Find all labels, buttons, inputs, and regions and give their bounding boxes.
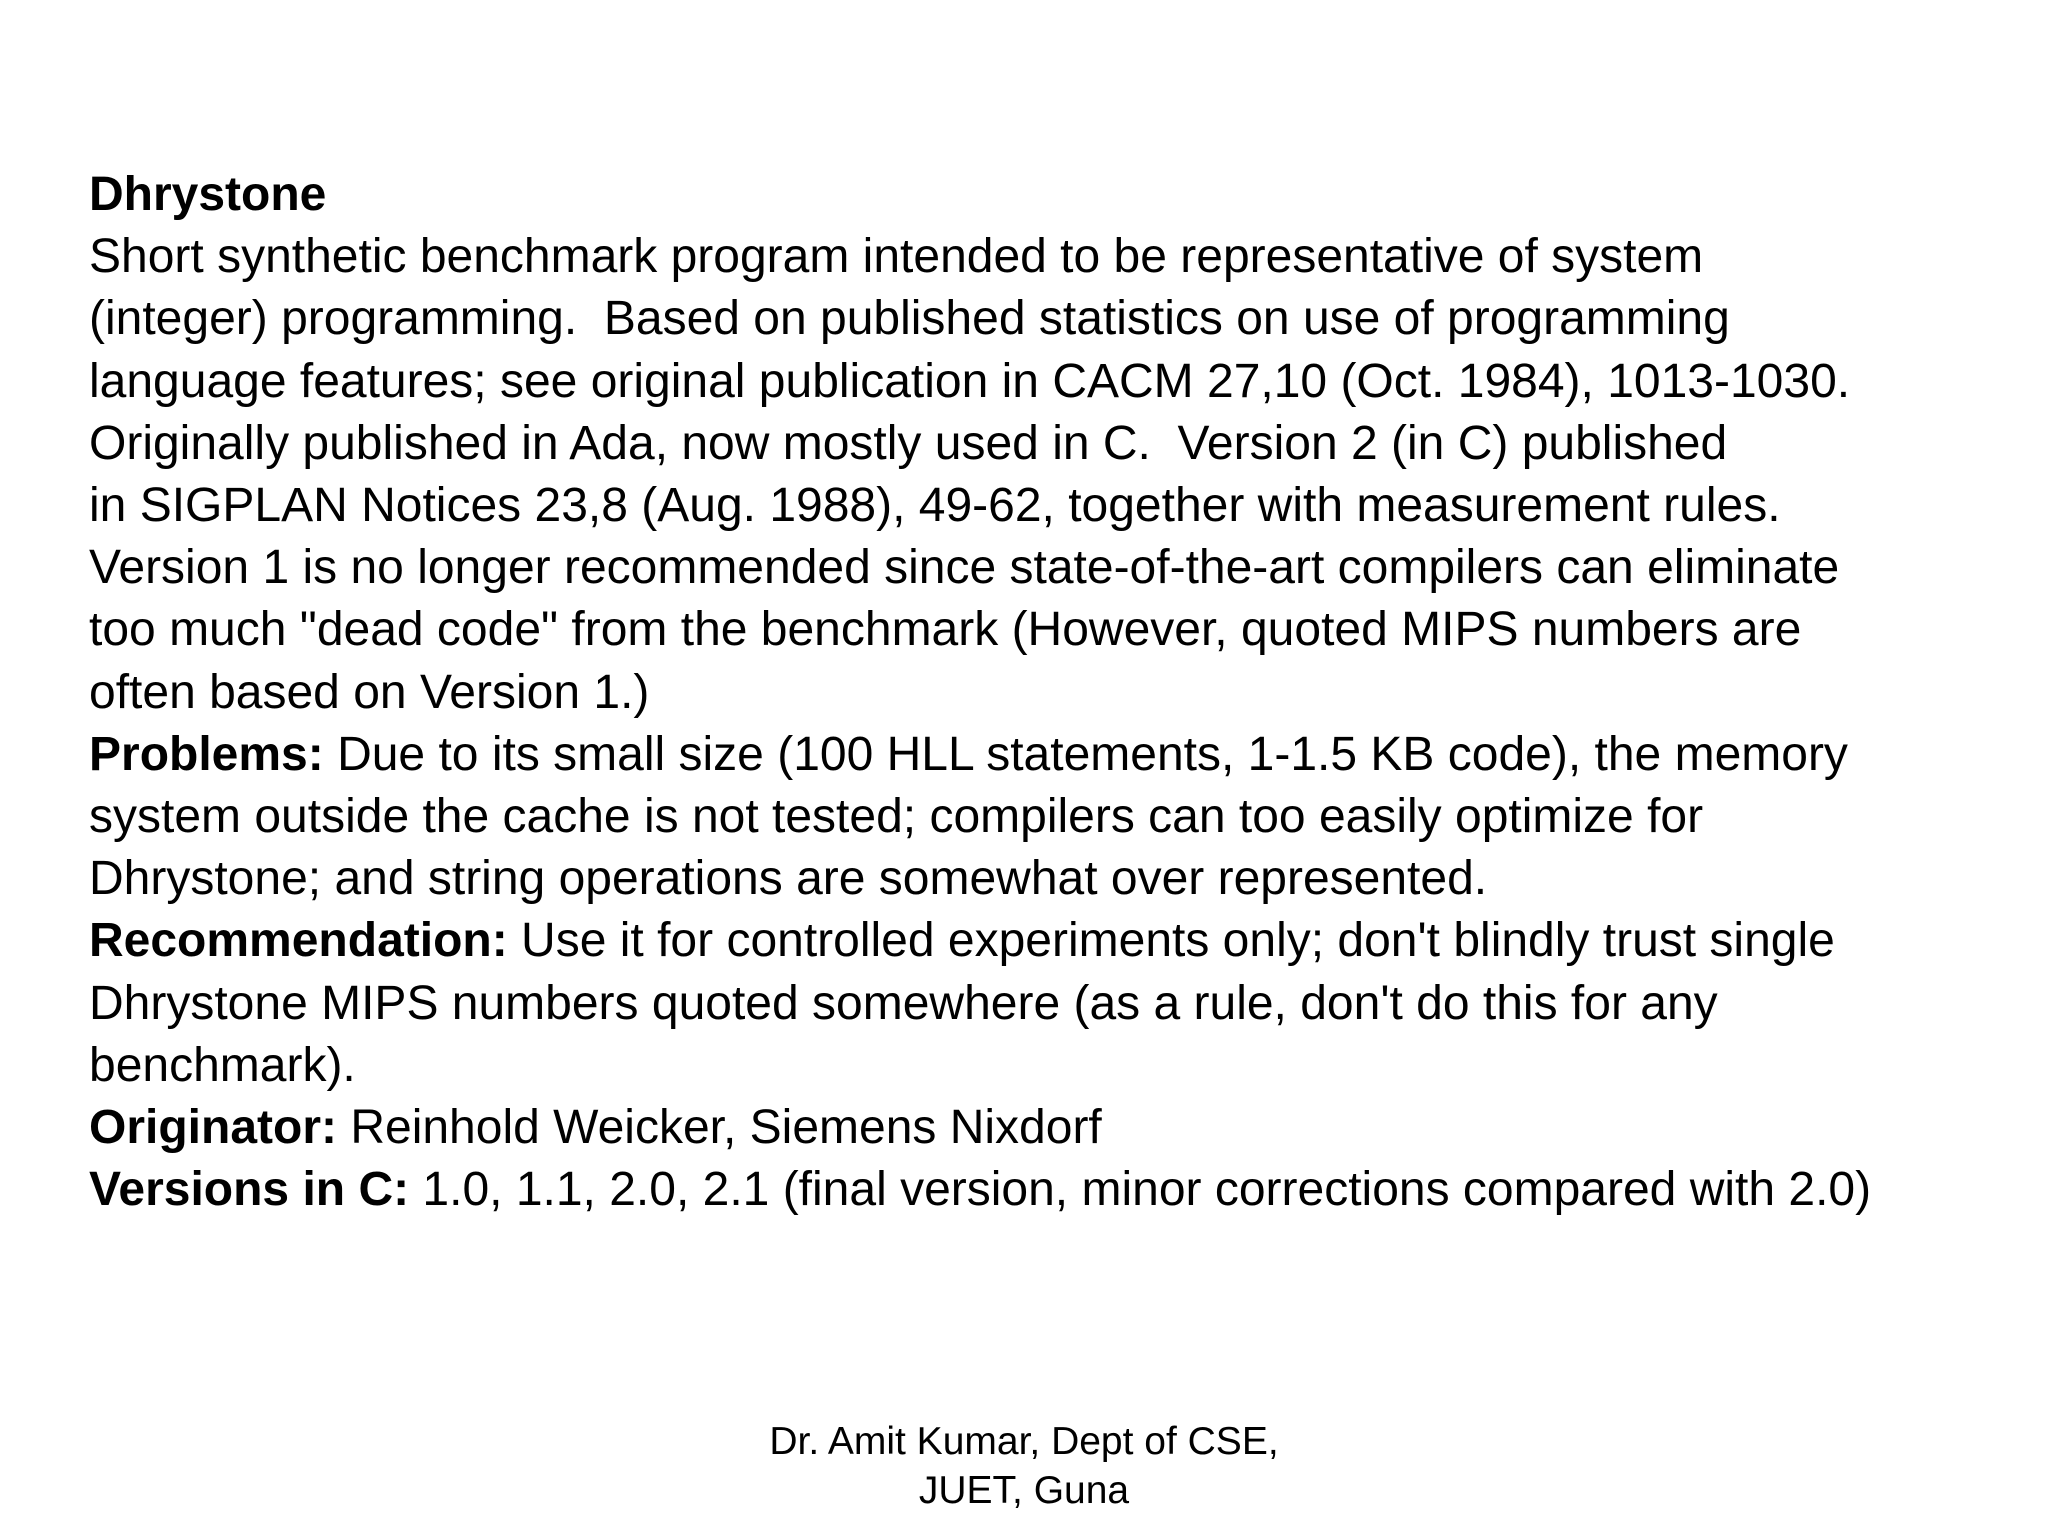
description-line: Version 1 is no longer recommended since state-of-the-art compilers can eliminate: [89, 541, 1840, 595]
description-line: too much "dead code" from the benchmark (However, quoted MIPS numbers are: [89, 603, 1802, 657]
slide-title: Dhrystone: [89, 168, 327, 221]
versions-value: 1.0, 1.1, 2.0, 2.1 (final version, minor corrections compared with 2.0): [409, 1163, 1872, 1217]
description-line: often based on Version 1.): [89, 665, 650, 719]
versions-line: [89, 1159, 2019, 1221]
problems-label: Problems:: [89, 727, 324, 781]
slide-footer: [0, 1417, 2048, 1515]
footer-institution: JUET, Guna: [918, 1469, 1130, 1512]
problems-text: Dhrystone; and string operations are somewhat over represented.: [89, 852, 1488, 906]
recommendation-label: Recommendation:: [89, 914, 508, 968]
originator-line: [89, 1097, 2019, 1159]
recommendation-paragraph: [89, 910, 2019, 972]
problems-text: Due to its small size (100 HLL statements, 1-1.5 KB code), the memory: [323, 727, 1848, 781]
problems-text: system outside the cache is not tested; compilers can too easily optimize for: [89, 790, 1704, 844]
recommendation-text: benchmark).: [89, 1038, 356, 1092]
recommendation-text: Use it for controlled experiments only; don't blindly trust single: [507, 914, 1835, 968]
slide-body: [89, 164, 2019, 1221]
description-line: Short synthetic benchmark program intended to be representative of system: [89, 230, 1704, 284]
description-line: (integer) programming. Based on published statistics on use of programming: [89, 292, 1730, 346]
originator-value: Reinhold Weicker, Siemens Nixdorf: [337, 1101, 1102, 1155]
description-line: Originally published in Ada, now mostly used in C. Version 2 (in C) published: [89, 416, 1728, 470]
recommendation-text: Dhrystone MIPS numbers quoted somewhere (as a rule, don't do this for any: [89, 976, 1718, 1030]
problems-paragraph: [89, 724, 2019, 786]
versions-label: Versions in C:: [89, 1163, 410, 1217]
originator-label: Originator:: [89, 1101, 337, 1155]
description-line: in SIGPLAN Notices 23,8 (Aug. 1988), 49-62, together with measurement rules.: [89, 479, 1781, 533]
footer-author: Dr. Amit Kumar, Dept of CSE,: [769, 1420, 1279, 1463]
description-line: language features; see original publication in CACM 27,10 (Oct. 1984), 1013-1030.: [89, 354, 1851, 408]
